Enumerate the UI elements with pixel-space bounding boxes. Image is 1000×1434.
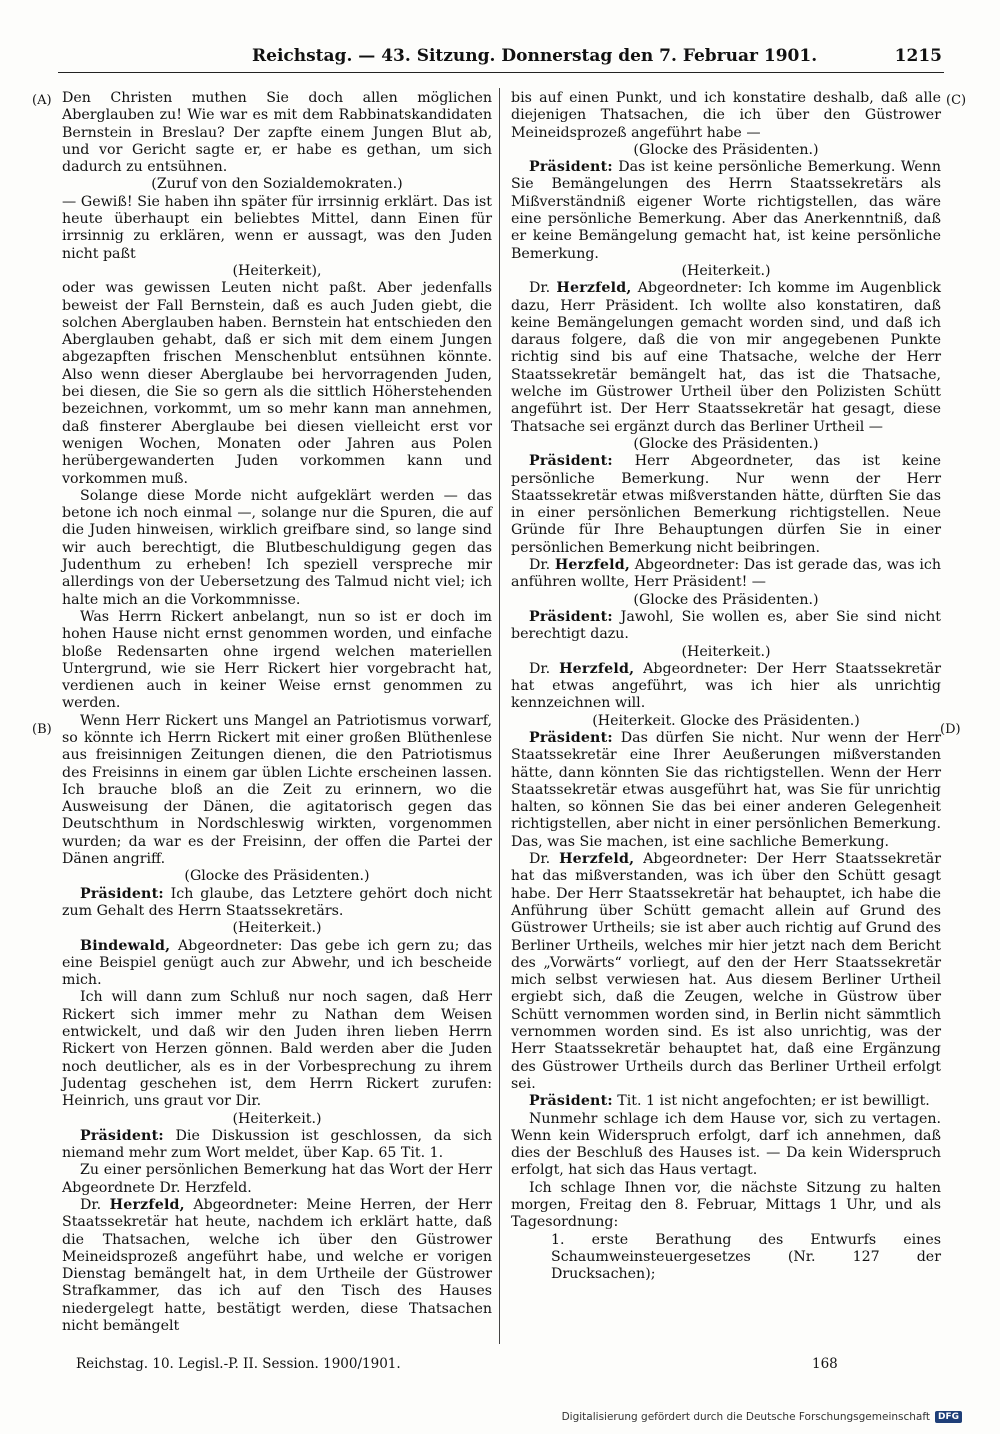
paragraph-text: Tit. 1 ist nicht angefochten; er ist bewilligt.: [612, 1093, 930, 1110]
paragraph-text: Das dürfen Sie nicht. Nur wenn der Herr Staatssekretär eine Ihrer Aeußerungen mißverstanden hätte, dann könnten Sie das richtigstellen. Wenn der Herr Staatssekretär etwas ausgeführt hat, was Sie für unrichtig halten, so können Sie das bei einer anderen Gelegenheit richtigstellen, aber nicht in einer persönlichen Bemerkung. Das, was Sie machen, ist eine sachliche Bemerkung.: [511, 729, 941, 850]
left-column-paragraph: [62, 194, 492, 263]
margin-marker-d: (D): [940, 722, 961, 737]
speaker-name: Präsident:: [529, 729, 613, 746]
left-column-paragraph: [62, 488, 492, 609]
paragraph-text: (Glocke des Präsidenten.): [184, 868, 370, 885]
digitization-credit: [562, 1411, 962, 1423]
speaker-name: Präsident:: [529, 453, 613, 470]
paragraph-text: Abgeordneter: Der Herr Staatssekretär hat das mißverstanden, was ich über den Schütt gesagt habe. Der Herr Staatssekretär hat behauptet, ich habe die Anführung über Schütt gemacht allein auf Grund des Güstrower Urtheils; sie ist aber auch richtig auf Grund des Berliner Urtheils, welches mir hier jetzt nach dem Bericht des „Vorwärts“ vorliegt, auf den der Herr Staatssekretär mich selbst verwiesen hat. Aus diesem Berliner Urtheil ergiebt sich, daß die Zeugen, welche in Güstrow über Schütt vernommen worden sind, in Berlin nicht sämmtlich vernommen worden sind. Es ist also unrichtig, was der Herr Staatssekretär behauptet hat, daß eine Ergänzung des Güstrower Urtheils durch das Berliner Urtheil erfolgt sei.: [511, 851, 941, 1092]
paragraph-text: Ich schlage Ihnen vor, die nächste Sitzung zu halten morgen, Freitag den 8. Februar, Mittags 1 Uhr, und als Tagesordnung:: [511, 1179, 941, 1231]
left-column-paragraph: [62, 280, 492, 488]
footer-session-info: Reichstag. 10. Legisl.-P. II. Session. 1900/1901.: [76, 1356, 401, 1372]
paragraph-text: Jawohl, Sie wollen es, aber Sie sind nicht berechtigt dazu.: [511, 608, 941, 643]
right-column-paragraph: [511, 557, 941, 592]
paragraph-text: Abgeordneter: Der Herr Staatssekretär hat etwas angeführt, was ich hier als unrichtig kennzeichnen will.: [511, 660, 941, 712]
margin-marker-c: (C): [946, 93, 967, 108]
dfg-logo-icon: DFG: [935, 1411, 962, 1423]
right-column-paragraph: [511, 609, 941, 644]
left-column-paragraph: [62, 1197, 492, 1335]
paragraph-text: Die Diskussion ist geschlossen, da sich niemand mehr zum Wort meldet, über Kap. 65 Tit. 1.: [62, 1127, 492, 1162]
left-column-paragraph: [62, 90, 492, 176]
header-rule: [58, 72, 944, 73]
speaker-title: Dr.: [529, 557, 555, 574]
paragraph-text: (Heiterkeit.): [232, 1110, 322, 1127]
speaker-name: Herzfeld,: [554, 557, 630, 574]
right-column-paragraph: [511, 263, 941, 280]
right-column-paragraph: [511, 851, 941, 1093]
paragraph-text: (Heiterkeit.): [681, 262, 771, 279]
paragraph-text: Ich will dann zum Schluß nur noch sagen, daß Herr Rickert sich immer mehr zu Nathan dem Weisen entwickelt, und daß wir den Juden ihren lieben Herrn Rickert von Herzen gönnen. Bald werden aber die Juden noch deutlicher, als es in der Vorbesprechung zu ihrem Judentag geschehen ist, dem Herrn Rickert zurufen: Heinrich, uns graut vor Dir.: [62, 989, 492, 1110]
paragraph-text: Abgeordneter: Das ist gerade das, was ich anführen wollte, Herr Präsident! —: [511, 557, 942, 591]
right-column-paragraph: [511, 280, 941, 436]
speaker-name: Präsident:: [80, 885, 164, 902]
right-column-paragraph: [511, 661, 941, 713]
right-column-paragraph: [511, 1232, 941, 1284]
right-column-paragraph: [511, 730, 941, 851]
paragraph-text: 1. erste Berathung des Entwurfs eines Schaumweinsteuergesetzes (Nr. 127 der Drucksachen);: [551, 1231, 941, 1283]
left-column-paragraph: [62, 1111, 492, 1128]
page-number: 1215: [894, 46, 942, 66]
paragraph-text: (Zuruf von den Sozialdemokraten.): [151, 176, 403, 193]
page-header: [62, 44, 942, 70]
paragraph-text: Ich glaube, das Letztere gehört doch nicht zum Gehalt des Herrn Staatssekretärs.: [62, 885, 492, 919]
right-column-paragraph: [511, 159, 941, 263]
speaker-name: Präsident:: [529, 1093, 613, 1110]
paragraph-text: Abgeordneter: Das gebe ich gern zu; das eine Beispiel genügt auch zur Abwehr, und ich bescheide mich.: [62, 937, 492, 989]
right-column-paragraph: [511, 142, 941, 159]
paragraph-text: (Heiterkeit. Glocke des Präsidenten.): [592, 712, 860, 729]
paragraph-text: Abgeordneter: Meine Herren, der Herr Staatssekretär hat heute, nachdem ich erklärt hatte, daß die Thatsachen, welche ich über den Güstrower Meineidsprozeß angeführt habe, und welche er vorigen Dienstag bemängelt hat, in dem Urtheile der Güstrower Strafkammer, das ich auf den Tisch des Hauses niedergelegt hatte, bestätigt werden, diese Thatsachen nicht bemängelt: [62, 1197, 492, 1335]
left-column-paragraph: [62, 938, 492, 990]
speaker-title: Dr.: [529, 660, 560, 677]
speaker-title: Dr.: [529, 851, 560, 868]
paragraph-text: Das ist keine persönliche Bemerkung. Wenn Sie Bemängelungen des Herrn Staatssekretärs als Mißverständniß eigener Worte richtigstellen, das wäre eine persönliche Bemerkung. Aber das Anerkenntniß, daß er keine Bemängelung gemacht hat, ist keine persönliche Bemerkung.: [511, 159, 941, 262]
right-column: [511, 90, 941, 1283]
speaker-name: Bindewald,: [80, 937, 171, 954]
speaker-name: Herzfeld,: [556, 280, 632, 297]
left-column-paragraph: [62, 609, 492, 713]
paragraph-text: Zu einer persönlichen Bemerkung hat das Wort der Herr Abgeordnete Dr. Herzfeld.: [62, 1162, 492, 1196]
paragraph-text: Was Herrn Rickert anbelangt, nun so ist er doch im hohen Hause nicht ernst genommen worden, und einfache bloße Redensarten ohne irgend welchen materiellen Untergrund, wie sie Herr Rickert hier vorgebracht hat, verdienen auch in keiner Weise ernst genommen zu werden.: [62, 608, 492, 712]
right-column-paragraph: [511, 90, 941, 142]
left-column-paragraph: [62, 1128, 492, 1163]
margin-marker-b: (B): [32, 722, 52, 737]
speaker-name: Präsident:: [529, 608, 613, 625]
paragraph-text: (Glocke des Präsidenten.): [633, 435, 819, 452]
paragraph-text: Den Christen muthen Sie doch allen möglichen Aberglauben zu! Wie war es mit dem Rabbinatskandidaten Bernstein in Breslau? Der zapfte einem Jungen Blut ab, und vor Gericht sagte er, er habe es gethan, um sich dadurch zu entsühnen.: [62, 90, 492, 176]
left-column-paragraph: [62, 868, 492, 885]
left-column-paragraph: [62, 920, 492, 937]
paragraph-text: — Gewiß! Sie haben ihn später für irrsinnig erklärt. Das ist heute überhaupt ein beliebtes Mittel, dann Einen für irrsinnig zu erklären, wenn er aussagt, was den Juden nicht paßt: [62, 193, 492, 262]
paragraph-text: Solange diese Morde nicht aufgeklärt werden — das betone ich noch einmal —, solange nur die Spuren, die auf die Juden hinweisen, wirklich greifbare sind, so lange sind wir auch berechtigt, die Blutbeschuldigung gegen das Judenthum zu erheben! Ich speziell verspreche mir allerdings von der Uebersetzung des Talmud nicht viel; ich halte mich an die Vorkommnisse.: [62, 487, 492, 608]
speaker-name: Präsident:: [80, 1127, 164, 1144]
speaker-title: Dr.: [80, 1197, 110, 1213]
speaker-name: Präsident:: [529, 159, 613, 176]
footer-sheet-number: 168: [812, 1356, 838, 1372]
paragraph-text: (Glocke des Präsidenten.): [633, 591, 819, 608]
left-column-paragraph: [62, 263, 492, 280]
paragraph-text: Wenn Herr Rickert uns Mangel an Patriotismus vorwarf, so könnte ich Herrn Rickert mit einer großen Blüthenlese aus freisinnigen Zeitungen dienen, die den Patriotismus des Freisinns in einem gar üblen Lichte erscheinen lassen. Ich brauche bloß an die Zeit zu erinnern, wo die Ausweisung der Dänen, die agitatorisch gegen das Deutschthum in Nordschleswig wirkten, vorgenommen wurden; da war es der Freisinn, der offen die Partei der Dänen angriff.: [62, 712, 492, 868]
paragraph-text: bis auf einen Punkt, und ich konstatire deshalb, daß alle diejenigen Thatsachen, die ich über den Güstrower Meineidsprozeß angeführt habe —: [511, 90, 941, 141]
paragraph-text: Nunmehr schlage ich dem Hause vor, sich zu vertagen. Wenn kein Widerspruch erfolgt, darf ich annehmen, daß dies der Beschluß des Hauses ist. — Da kein Widerspruch erfolgt, hat sich das Haus vertagt.: [511, 1110, 941, 1179]
right-column-paragraph: [511, 1093, 941, 1110]
speaker-title: Dr.: [529, 280, 557, 297]
right-column-paragraph: [511, 1180, 941, 1232]
speaker-name: Herzfeld,: [559, 660, 635, 677]
paragraph-text: (Heiterkeit.): [232, 920, 322, 937]
paragraph-text: Abgeordneter: Ich komme im Augenblick dazu, Herr Präsident. Ich wollte also konstatiren, daß keine Bemängelungen gemacht worden sind, und daß ich daraus folgere, daß die von mir angegebenen Punkte richtig sind bis auf eine Thatsache, welche der Herr Staatssekretär bemängelt hat, das ist die Thatsache, welche im Güstrower Urtheil über den Polizisten Schütt angeführt ist. Der Herr Staatssekretär hat gesagt, diese Thatsache sei ergänzt durch das Berliner Urtheil —: [511, 280, 941, 435]
speaker-name: Herzfeld,: [559, 851, 635, 868]
paragraph-text: (Heiterkeit),: [232, 262, 322, 279]
left-column-paragraph: [62, 713, 492, 869]
left-column-paragraph: [62, 886, 492, 921]
right-column-paragraph: [511, 592, 941, 609]
paragraph-text: (Heiterkeit.): [681, 643, 771, 660]
right-column-paragraph: [511, 713, 941, 730]
left-column-paragraph: [62, 989, 492, 1110]
right-column-paragraph: [511, 436, 941, 453]
left-column-paragraph: [62, 1162, 492, 1197]
speaker-name: Herzfeld,: [109, 1197, 185, 1213]
margin-marker-a: (A): [32, 93, 52, 108]
right-column-paragraph: [511, 1111, 941, 1180]
paragraph-text: (Glocke des Präsidenten.): [633, 141, 819, 158]
header-title: Reichstag. — 43. Sitzung. Donnerstag den 7. Februar 1901.: [252, 46, 818, 66]
credit-text: Digitalisierung gefördert durch die Deutsche Forschungsgemeinschaft: [561, 1411, 930, 1423]
right-column-paragraph: [511, 453, 941, 557]
left-column: [62, 90, 492, 1335]
left-column-paragraph: [62, 176, 492, 193]
right-column-paragraph: [511, 644, 941, 661]
paragraph-text: oder was gewissen Leuten nicht paßt. Aber jedenfalls beweist der Fall Bernstein, daß es auch Juden giebt, die solchen Aberglauben haben. Bernstein hat entschieden den Aberglauben gehabt, daß er sich mit dem einem Jungen abgezapften frischen Menschenblut entsühnen könnte. Also wenn dieser Aberglaube bei hervorragenden Juden, bei diesen, die Sie so gern als die sittlich Höherstehenden bezeichnen, vorkommt, um so mehr kann man annehmen, daß finsterer Aberglaube bei diesen vielleicht erst vor wenigen Wochen, Monaten oder Jahren aus Polen herübergewanderten Juden vorkommen kann und vorkommen muß.: [62, 280, 492, 487]
column-divider: [499, 88, 500, 1344]
paragraph-text: Herr Abgeordneter, das ist keine persönliche Bemerkung. Nur wenn der Herr Staatssekretär etwas mißverstanden hätte, dürften Sie das in einer persönlichen Bemerkung richtigstellen. Neue Gründe für Ihre Behauptungen dürfen Sie in einer persönlichen Bemerkung nicht beibringen.: [511, 453, 941, 556]
